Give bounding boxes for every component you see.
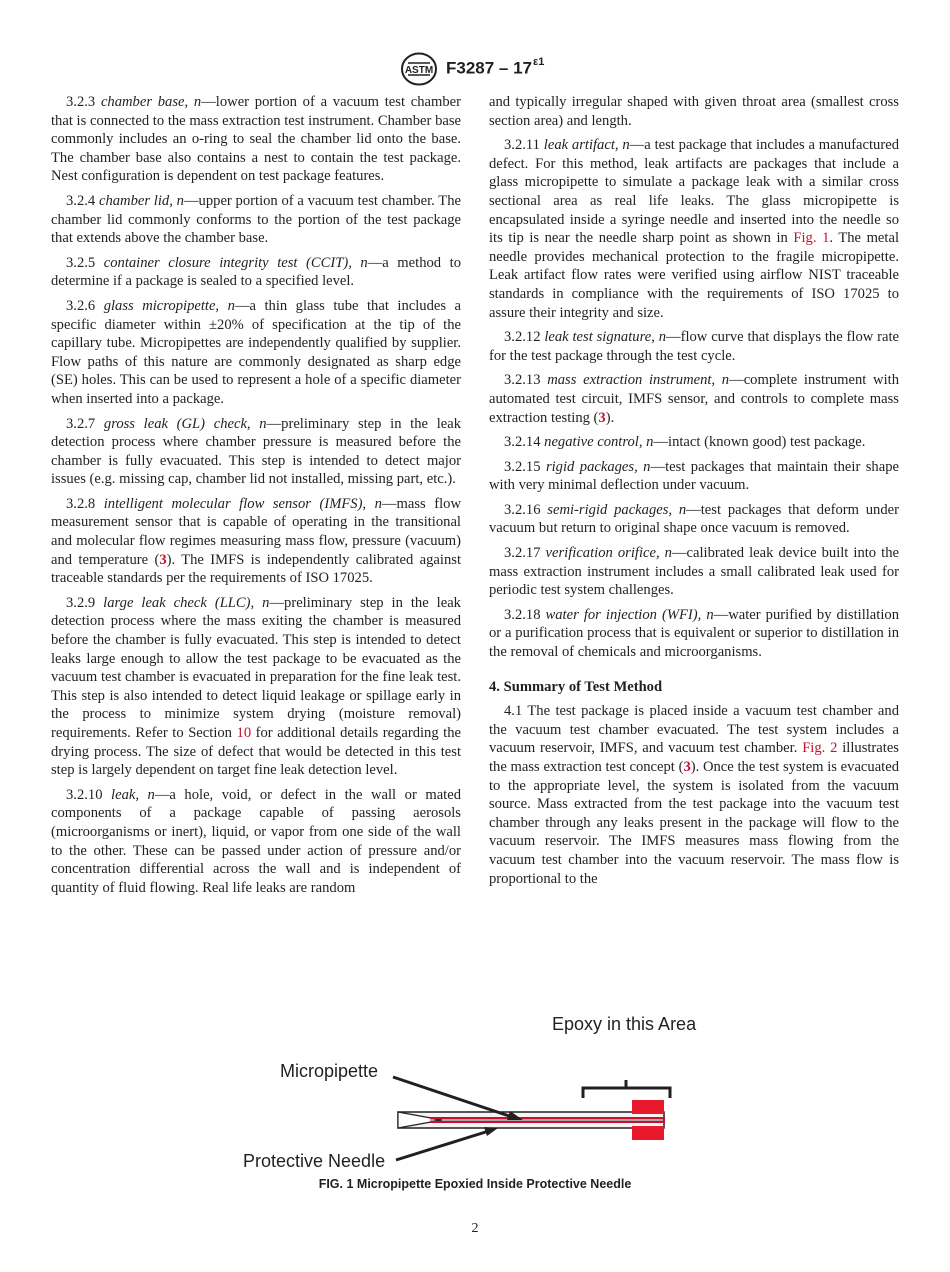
left-column xyxy=(51,93,461,903)
definition-3-2-3: 3.2.3 chamber base, n—lower portion of a vacuum test chamber that is connected to the mass extraction test instrument. Chamber base commonly includes an o-ring to seal the chamber lid onto the base. The chamber base also contains a nest to contain the test package. Nest configuration is dependent on test package features. xyxy=(51,94,461,185)
definition-3-2-13: 3.2.13 mass extraction instrument, n—complete instrument with automated test circuit, IMFS sensor, and controls to complete mass extraction testing (3). xyxy=(489,372,899,426)
definition-3-2-14: 3.2.14 negative control, n—intact (known good) test package. xyxy=(504,434,866,451)
definition-3-2-9: 3.2.9 large leak check (LLC), n—preliminary step in the leak detection process where the mass exiting the chamber is measured before the chamber is fully evacuated. This step is intended to detect leaks large enough to allow the test package to be evacuated as the vacuum test chamber is evacuated in preparation for the fine leak test. This step is also intended to detect liquid leakage or spillage early in the process to minimize system drying (moisture removal) requirements. Refer to Section 10 for additional details regarding the drying process. The size of defect that would be detected in this test step is largely dependent on target fine leak detection level. xyxy=(51,594,461,779)
logo-text: ASTM xyxy=(404,65,434,76)
protective-needle-label: Protective Needle xyxy=(243,1151,386,1171)
needle-diagram xyxy=(230,1008,730,1180)
standard-designation xyxy=(446,58,544,79)
epoxy-bracket-icon xyxy=(583,1080,670,1098)
epoxy-label: Epoxy in this Area xyxy=(552,1014,697,1034)
reference-link[interactable]: 3 xyxy=(598,409,606,426)
paragraph-4-1: 4.1 The test package is placed inside a vacuum test chamber and the vacuum test chamber evacuated. The test system includes a vacuum reservoir, IMFS, and vacuum test chamber. Fig. 2 illustrates the mass extraction test concept (3). Once the test system is evacuated to the appropriate level, the system is isolated from the vacuum source. Mass extracted from the test package into the vacuum test chamber through any leaks present in the package will flow to the vacuum reservoir. The IMFS measures mass flowing from the vacuum test chamber into the vacuum reservoir. The mass flow is proportional to the xyxy=(489,703,900,887)
designation-text: F3287 – 17 xyxy=(446,58,533,78)
epoxy-region-icon xyxy=(632,1100,664,1114)
definition-3-2-16: 3.2.16 semi-rigid packages, n—test packages that deform under vacuum but return to original shape once vacuum is removed. xyxy=(489,501,899,537)
page-header xyxy=(0,50,950,90)
astm-logo-icon xyxy=(400,52,438,86)
definition-3-2-17: 3.2.17 verification orifice, n—calibrated leak device built into the mass extraction instrument includes a small calibrated leak used for periodic test system challenges. xyxy=(489,545,899,599)
figure-link[interactable]: Fig. 2 xyxy=(802,740,838,757)
figure-link[interactable]: Fig. 1 xyxy=(793,230,830,247)
figure-1 xyxy=(230,1008,730,1180)
reference-link[interactable]: 3 xyxy=(683,759,691,775)
continuation-paragraph: and typically irregular shaped with given throat area (smallest cross section area) and length. xyxy=(489,94,899,129)
section-link[interactable]: 10 xyxy=(236,725,252,741)
reference-link[interactable]: 3 xyxy=(159,551,167,568)
definition-3-2-8: 3.2.8 intelligent molecular flow sensor (IMFS), n—mass flow measurement sensor that is capable of operating in the transitional and molecular flow regimes measuring mass flow, pressure (vacuum) and temperature (3). The IMFS is independently calibrated against traceable standards per the requirements of ISO 17025. xyxy=(51,495,461,587)
needle-arrowhead-icon xyxy=(484,1127,498,1136)
page-number: 2 xyxy=(471,1221,479,1236)
definition-3-2-4: 3.2.4 chamber lid, n—upper portion of a vacuum test chamber. The chamber lid commonly conforms to the portion of the test package that extends above the chamber base. xyxy=(51,192,461,247)
figure-caption: FIG. 1 Micropipette Epoxied Inside Protective Needle xyxy=(318,1177,632,1191)
definition-3-2-12: 3.2.12 leak test signature, n—flow curve that displays the flow rate for the test package through the test cycle. xyxy=(489,329,900,364)
right-column xyxy=(489,93,899,894)
definition-3-2-15: 3.2.15 rigid packages, n—test packages that maintain their shape with very minimal deflection under vacuum. xyxy=(489,458,899,494)
edition-superscript: ε1 xyxy=(533,56,545,68)
epoxy-region-lower-icon xyxy=(632,1126,664,1140)
definition-3-2-6: 3.2.6 glass micropipette, n—a thin glass tube that includes a specific diameter within ±20% of specification at the tip of the capillary tube. Micropipettes are independently qualified by supplier. Flow paths of this nature are commonly designated as sharp edge (SE) holes. This can be used to represent a hole of a specific diameter when inserted into a package. xyxy=(51,297,461,407)
definition-3-2-5: 3.2.5 container closure integrity test (CCIT), n—a method to determine if a package is sealed to a specified level. xyxy=(51,254,461,290)
definition-3-2-11: 3.2.11 leak artifact, n—a test package that includes a manufactured defect. For this method, leak artifacts are packages that include a glass micropipette to simulate a package leak with a similar cross sectional area as real life leaks. The glass micropipette is encapsulated inside a syringe needle and inserted into the needle so its tip is near the needle sharp point as shown in Fig. 1. The metal needle provides mechanical protection to the fragile micropipette. Leak artifact flow rates were verified using airflow NIST traceable standards in compliance with the requirements of ISO 17025 to assure their integrity and size. xyxy=(489,137,899,321)
definition-3-2-18: 3.2.18 water for injection (WFI), n—water purified by distillation or a purification process that is equivalent or superior to distillation in the removal of chemicals and microorganisms. xyxy=(489,606,899,661)
needle-leader-icon xyxy=(396,1130,492,1160)
definition-3-2-7: 3.2.7 gross leak (GL) check, n—preliminary step in the leak detection process where chamber pressure is measured before the chamber is fully evacuated. This step is intended to detect major issues (e.g. missing cap, chamber lid not installed, missing part, etc.). xyxy=(51,415,462,488)
definition-3-2-10: 3.2.10 leak, n—a hole, void, or defect in the wall or mated components of a package capable of passing aerosols (microorganisms or inert), liquid, or vapor from one side of the wall to the other. These can be passed under action of pressure and/or concentration differential across the wall and is independent of quantity of fluid flowing. Real life leaks are random xyxy=(51,786,462,896)
section-heading: 4. Summary of Test Method xyxy=(489,678,663,695)
micropipette-label: Micropipette xyxy=(280,1061,379,1081)
